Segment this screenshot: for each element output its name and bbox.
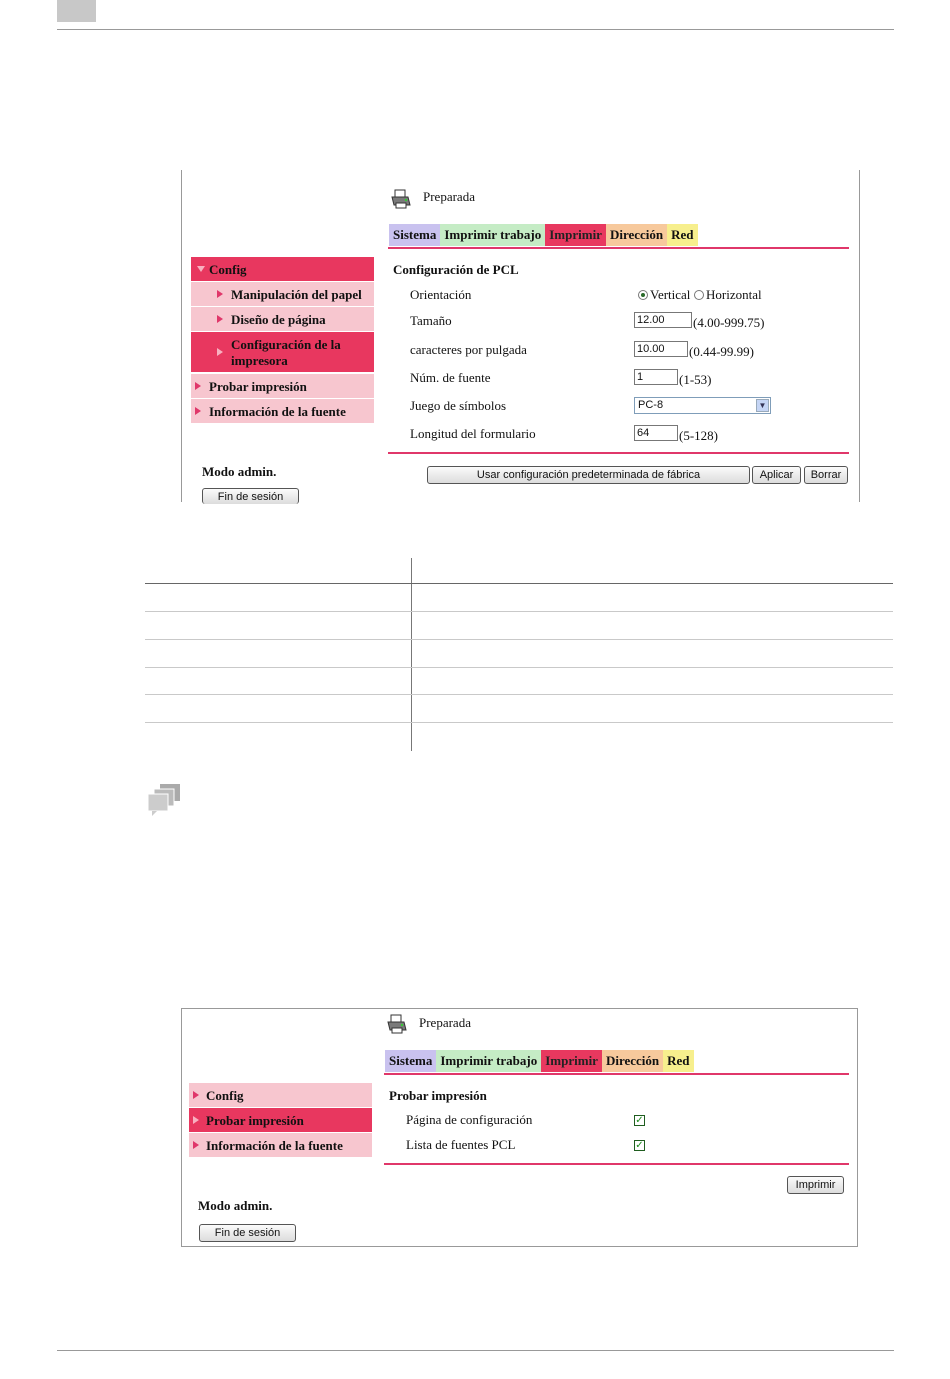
footer-rule: [57, 1350, 894, 1351]
menu-probar-impresion[interactable]: [191, 374, 374, 398]
status-text: Preparada: [423, 189, 475, 204]
cpi-input[interactable]: 10.00: [634, 341, 688, 357]
menu-configuracion-label-2: impresora: [231, 353, 288, 368]
menu-configuracion-label-1: Configuración de la: [231, 337, 341, 352]
orientation-label: Orientación: [410, 287, 472, 302]
menu-informacion-label: Información de la fuente: [206, 1138, 343, 1153]
checkbox-icon[interactable]: ✓: [635, 1140, 644, 1151]
menu-config-label: Config: [206, 1088, 244, 1103]
size-input[interactable]: 12.00: [634, 312, 692, 328]
apply-button[interactable]: Aplicar: [752, 466, 801, 484]
menu-config[interactable]: [191, 257, 374, 281]
page-number-tab: [57, 0, 96, 22]
tab-direccion[interactable]: Dirección: [602, 1050, 663, 1072]
header-rule: [57, 29, 894, 30]
symbol-set-select[interactable]: [634, 397, 771, 414]
arrow-right-icon: [217, 315, 223, 323]
tab-underline: [388, 247, 849, 249]
clear-button[interactable]: Borrar: [804, 466, 848, 484]
menu-informacion-label: Información de la fuente: [209, 404, 346, 419]
section-bottom-line: [384, 1163, 849, 1165]
section-title: Probar impresión: [389, 1088, 487, 1103]
menu-probar-label: Probar impresión: [206, 1113, 304, 1128]
menu-diseno-pagina[interactable]: [191, 307, 374, 331]
menu-config[interactable]: [189, 1083, 372, 1107]
tab-sistema[interactable]: Sistema: [389, 224, 440, 246]
menu-informacion-fuente[interactable]: [189, 1133, 372, 1157]
tab-imprimir-trabajo[interactable]: Imprimir trabajo: [440, 224, 545, 246]
tab-bar: [389, 224, 698, 246]
table-row: [145, 694, 893, 695]
form-bottom-line: [388, 452, 849, 454]
table-row: [145, 639, 893, 640]
factory-defaults-button[interactable]: Usar configuración predeterminada de fábrica: [427, 466, 750, 484]
radio-vertical[interactable]: [638, 290, 648, 300]
menu-config-label: Config: [209, 262, 247, 277]
size-label: Tamaño: [410, 313, 452, 328]
arrow-right-icon: [195, 407, 201, 415]
form-length-input[interactable]: 64: [634, 425, 678, 441]
printer-icon: [386, 1013, 408, 1040]
menu-configuracion-impresora[interactable]: [191, 332, 374, 372]
menu-probar-impresion[interactable]: [189, 1108, 372, 1132]
table-row: [145, 667, 893, 668]
test-print-screenshot: [181, 1008, 858, 1247]
status-text: Preparada: [419, 1015, 471, 1030]
menu-diseno-label: Diseño de página: [231, 312, 326, 327]
option-config-page-label: Página de configuración: [406, 1112, 533, 1127]
tab-imprimir-trabajo[interactable]: Imprimir trabajo: [436, 1050, 541, 1072]
admin-mode-label: Modo admin.: [202, 464, 277, 479]
logout-button[interactable]: Fin de sesión: [199, 1224, 296, 1242]
menu-manipulacion-papel[interactable]: [191, 282, 374, 306]
logout-button[interactable]: Fin de sesión: [202, 488, 299, 504]
note-icon: [146, 783, 182, 822]
form-title: Configuración de PCL: [393, 262, 519, 277]
form-length-range: (5-128): [679, 428, 718, 443]
symbol-set-label: Juego de símbolos: [410, 398, 507, 413]
table-row: [145, 611, 893, 612]
font-number-label: Núm. de fuente: [410, 370, 491, 385]
size-range: (4.00-999.75): [693, 315, 765, 330]
tab-bar: [385, 1050, 694, 1072]
tab-imprimir[interactable]: Imprimir: [545, 224, 606, 246]
tab-imprimir[interactable]: Imprimir: [541, 1050, 602, 1072]
print-button[interactable]: Imprimir: [787, 1176, 844, 1194]
radio-horizontal[interactable]: [694, 290, 704, 300]
printer-icon: [390, 188, 412, 215]
tab-sistema[interactable]: Sistema: [385, 1050, 436, 1072]
menu-informacion-fuente[interactable]: [191, 399, 374, 423]
tab-direccion[interactable]: Dirección: [606, 224, 667, 246]
tab-red[interactable]: Red: [663, 1050, 693, 1072]
form-length-label: Longitud del formulario: [410, 426, 536, 441]
dropdown-arrow-icon[interactable]: ▼: [756, 399, 769, 412]
tab-red[interactable]: Red: [667, 224, 697, 246]
arrow-right-icon: [195, 382, 201, 390]
expanded-arrow-icon: [197, 266, 205, 272]
cpi-range: (0.44-99.99): [689, 344, 754, 359]
font-number-range: (1-53): [679, 372, 712, 387]
admin-mode-label: Modo admin.: [198, 1198, 273, 1213]
radio-vertical-label: Vertical: [650, 287, 691, 302]
arrow-right-icon: [193, 1141, 199, 1149]
checkbox-icon[interactable]: ✓: [635, 1115, 644, 1126]
arrow-right-icon: [217, 290, 223, 298]
font-number-input[interactable]: 1: [634, 369, 678, 385]
arrow-right-icon: [193, 1116, 199, 1124]
tab-underline: [384, 1073, 849, 1075]
radio-icon: [641, 293, 645, 297]
menu-manipulacion-label: Manipulación del papel: [231, 287, 362, 302]
symbol-set-value: PC-8: [638, 399, 664, 411]
arrow-right-icon: [193, 1091, 199, 1099]
radio-horizontal-label: Horizontal: [706, 287, 762, 302]
menu-probar-label: Probar impresión: [209, 379, 307, 394]
pcl-settings-screenshot: [181, 170, 860, 502]
option-pcl-fonts-label: Lista de fuentes PCL: [406, 1137, 516, 1152]
table-row: [145, 722, 893, 723]
table-header-rule: [145, 583, 893, 584]
arrow-right-icon: [217, 348, 223, 356]
cpi-label: caracteres por pulgada: [410, 342, 527, 357]
